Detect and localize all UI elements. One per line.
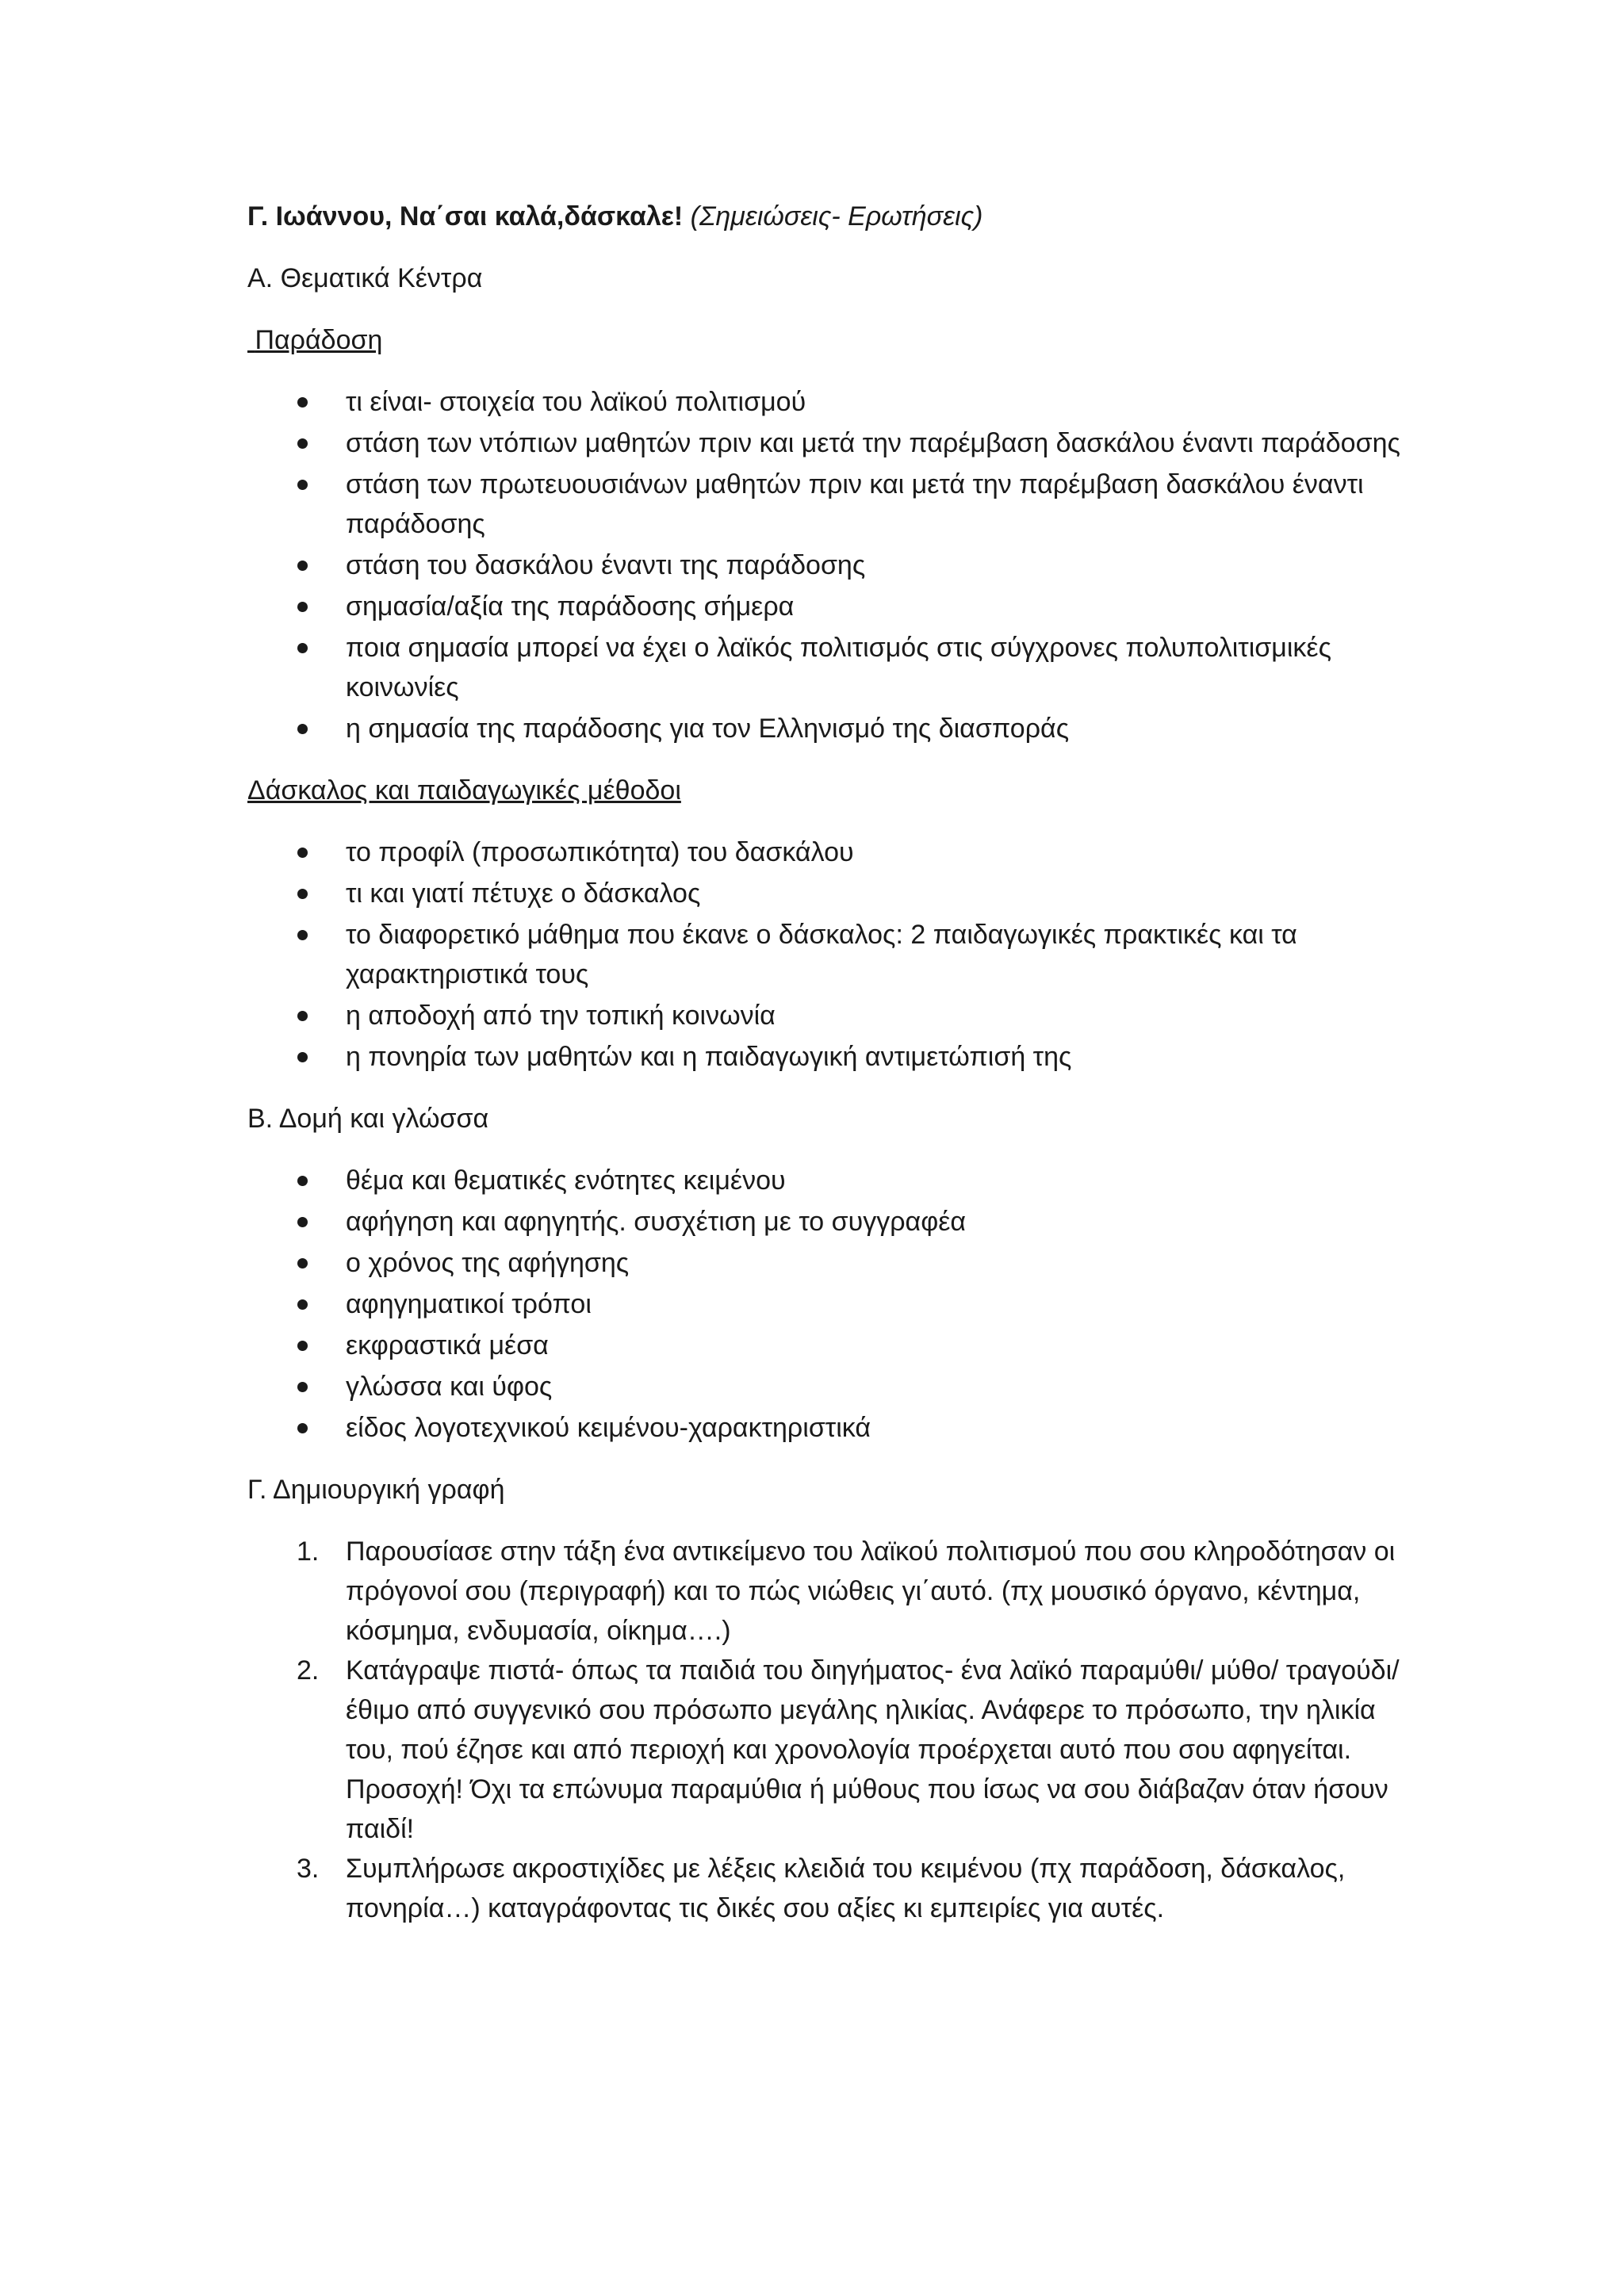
bullet-icon bbox=[297, 480, 308, 490]
list-item-text: στάση των ντόπιων μαθητών πριν και μετά την παρέμβαση δασκάλου έναντι παράδοσης bbox=[346, 428, 1400, 458]
list-item-text: αφηγηματικοί τρόποι bbox=[346, 1289, 592, 1319]
numbered-item-text: Παρουσίασε στην τάξη ένα αντικείμενο του λαϊκού πολιτισμού που σου κληροδότησαν οι πρόγονοί σου (περιγραφή) και το πώς νιώθεις γι΄αυτό. (πχ μουσικό όργανο, κέντημα, κόσμημα, ενδυμασία, οίκημα….) bbox=[346, 1536, 1396, 1646]
teacher-heading: Δάσκαλος και παιδαγωγικές μέθοδοι bbox=[247, 775, 681, 806]
list-item-text: θέμα και θεματικές ενότητες κειμένου bbox=[346, 1165, 786, 1196]
bullet-icon bbox=[297, 930, 308, 940]
list-item bbox=[247, 545, 1405, 585]
item-number: 2. bbox=[297, 1655, 320, 1686]
list-item bbox=[247, 587, 1405, 626]
tradition-heading-text: Παράδοση bbox=[255, 325, 383, 355]
list-item bbox=[247, 832, 1405, 872]
bullet-icon bbox=[297, 1299, 308, 1310]
list-item bbox=[247, 1367, 1405, 1406]
list-item-text: το διαφορετικό μάθημα που έκανε ο δάσκαλος: 2 παιδαγωγικές πρακτικές και τα χαρακτηριστικά τους bbox=[346, 920, 1297, 989]
list-item-text: η αποδοχή από την τοπική κοινωνία bbox=[346, 1001, 776, 1031]
list-item bbox=[247, 1326, 1405, 1365]
list-item-text: σημασία/αξία της παράδοσης σήμερα bbox=[346, 591, 795, 622]
bullet-icon bbox=[297, 438, 308, 449]
list-item bbox=[247, 709, 1405, 748]
title-subtitle: (Σημειώσεις- Ερωτήσεις) bbox=[690, 201, 983, 232]
list-item-text: ο χρόνος της αφήγησης bbox=[346, 1248, 630, 1278]
list-item-text: γλώσσα και ύφος bbox=[346, 1372, 553, 1402]
bullet-icon bbox=[297, 1382, 308, 1392]
item-number: 1. bbox=[297, 1536, 320, 1567]
list-item-text: στάση του δασκάλου έναντι της παράδοσης bbox=[346, 550, 866, 580]
numbered-item bbox=[247, 1651, 1405, 1849]
title-main: Γ. Ιωάννου, Να΄σαι καλά,δάσκαλε! bbox=[247, 201, 684, 232]
numbered-item bbox=[247, 1849, 1405, 1928]
bullet-icon bbox=[297, 848, 308, 858]
bullet-icon bbox=[297, 1341, 308, 1351]
numbered-item bbox=[247, 1532, 1405, 1651]
creative-writing-list bbox=[247, 1532, 1405, 1928]
list-item-text: η σημασία της παράδοσης για τον Ελληνισμό της διασποράς bbox=[346, 714, 1070, 744]
list-item-text: ποια σημασία μπορεί να έχει ο λαϊκός πολιτισμός στις σύγχρονες πολυπολιτισμικές κοινωνίες bbox=[346, 633, 1331, 702]
list-item bbox=[247, 1202, 1405, 1242]
list-item bbox=[247, 465, 1405, 544]
section-c-heading: Γ. Δημιουργική γραφή bbox=[247, 1475, 505, 1505]
bullet-icon bbox=[297, 889, 308, 899]
item-number: 3. bbox=[297, 1854, 320, 1884]
bullet-icon bbox=[297, 1052, 308, 1062]
list-item-text: το προφίλ (προσωπικότητα) του δασκάλου bbox=[346, 837, 854, 867]
bullet-icon bbox=[297, 602, 308, 612]
list-item-text: τι και γιατί πέτυχε ο δάσκαλος bbox=[346, 878, 701, 909]
list-item bbox=[247, 1408, 1405, 1448]
tradition-list bbox=[247, 382, 1405, 748]
bullet-icon bbox=[297, 643, 308, 653]
list-item-text: αφήγηση και αφηγητής. συσχέτιση με το συγγραφέα bbox=[346, 1207, 967, 1237]
tradition-heading bbox=[247, 320, 1405, 360]
bullet-icon bbox=[297, 561, 308, 571]
section-a-heading: Α. Θεματικά Κέντρα bbox=[247, 263, 483, 293]
list-item bbox=[247, 874, 1405, 913]
document-title bbox=[247, 197, 1405, 236]
document-body bbox=[247, 197, 1405, 1928]
list-item bbox=[247, 996, 1405, 1035]
list-item bbox=[247, 628, 1405, 707]
section-b-heading: Β. Δομή και γλώσσα bbox=[247, 1104, 489, 1134]
list-item-text: η πονηρία των μαθητών και η παιδαγωγική αντιμετώπισή της bbox=[346, 1042, 1072, 1072]
teacher-list bbox=[247, 832, 1405, 1077]
list-item bbox=[247, 423, 1405, 463]
numbered-item-text: Συμπλήρωσε ακροστιχίδες με λέξεις κλειδιά του κειμένου (πχ παράδοση, δάσκαλος, πονηρία…) καταγράφοντας τις δικές σου αξίες κι εμπειρίες για αυτές. bbox=[346, 1854, 1346, 1923]
bullet-icon bbox=[297, 1217, 308, 1227]
numbered-item-text: Κατάγραψε πιστά- όπως τα παιδιά του διηγήματος- ένα λαϊκό παραμύθι/ μύθο/ τραγούδι/ έθιμο από συγγενικό σου πρόσωπο μεγάλης ηλικίας. Ανάφερε το πρόσωπο, την ηλικία του, πού έζησε και από περιοχή και χρονολογία προέρχεται αυτό που σου αφηγείται. Προσοχή! Όχι τα επώνυμα παραμύθια ή μύθους που ίσως να σου διάβαζαν όταν ήσουν παιδί! bbox=[346, 1655, 1400, 1844]
list-item bbox=[247, 382, 1405, 422]
bullet-icon bbox=[297, 1423, 308, 1433]
list-item-text: στάση των πρωτευουσιάνων μαθητών πριν και μετά την παρέμβαση δασκάλου έναντι παράδοσης bbox=[346, 469, 1364, 539]
structure-list bbox=[247, 1161, 1405, 1448]
bullet-icon bbox=[297, 724, 308, 734]
bullet-icon bbox=[297, 1258, 308, 1269]
list-item-text: είδος λογοτεχνικού κειμένου-χαρακτηριστικά bbox=[346, 1413, 871, 1443]
list-item bbox=[247, 1284, 1405, 1324]
bullet-icon bbox=[297, 397, 308, 408]
bullet-icon bbox=[297, 1011, 308, 1021]
list-item bbox=[247, 1243, 1405, 1283]
list-item bbox=[247, 1037, 1405, 1077]
list-item bbox=[247, 1161, 1405, 1200]
list-item-text: εκφραστικά μέσα bbox=[346, 1330, 549, 1360]
list-item-text: τι είναι- στοιχεία του λαϊκού πολιτισμού bbox=[346, 387, 806, 417]
bullet-icon bbox=[297, 1176, 308, 1186]
list-item bbox=[247, 915, 1405, 994]
